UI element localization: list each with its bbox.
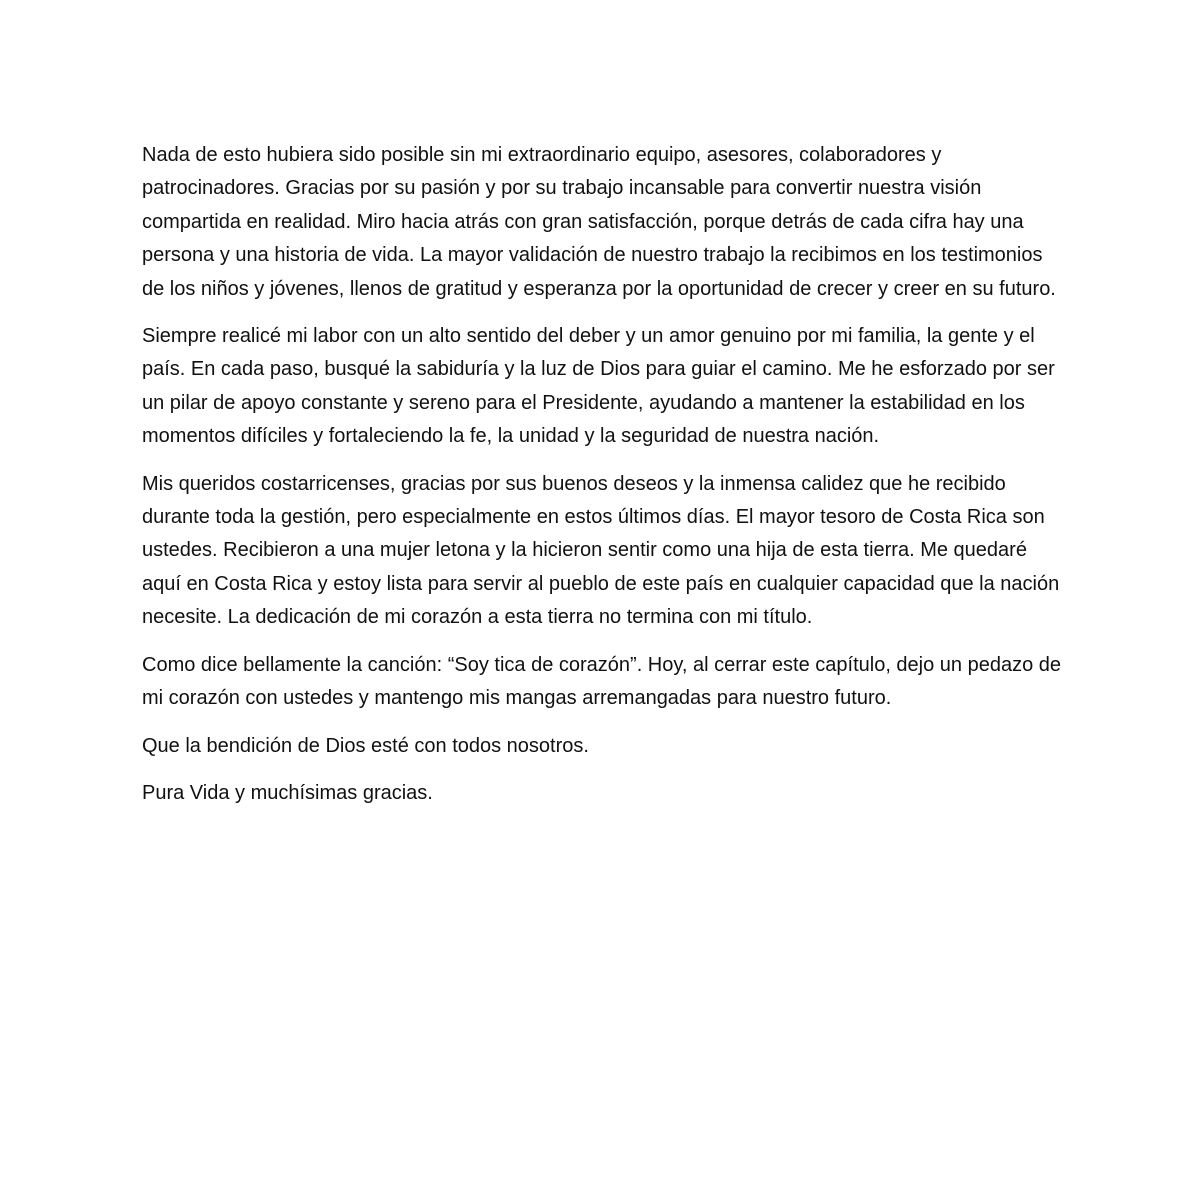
paragraph-song-quote: Como dice bellamente la canción: “Soy tica de corazón”. Hoy, al cerrar este capítulo, dejo un pedazo de mi corazón con ustedes y mantengo mis mangas arremangadas para nuestro futuro.: [142, 653, 1062, 710]
paragraph-dear-costa-ricans: Mis queridos costarricenses, gracias por sus buenos deseos y la inmensa calidez que he recibido durante toda la gestión, pero especialmente en estos últimos días. El mayor tesoro de Costa Rica son ustedes. Recibieron a una mujer letona y la hicieron sentir como una hija de esta tierra. Me quedaré aquí en Costa Rica y estoy lista para servir al pueblo de este país en cualquier capacidad que la nación necesite. La dedicación de mi corazón a esta tierra no termina con mi título.: [142, 472, 1060, 629]
document-body: [142, 139, 1066, 824]
paragraph-blessing: Que la bendición de Dios esté con todos nosotros.: [142, 734, 589, 757]
paragraph-closing: Pura Vida y muchísimas gracias.: [142, 781, 433, 804]
paragraph-gratitude-team: Nada de esto hubiera sido posible sin mi extraordinario equipo, asesores, colaboradores y patrocinadores. Gracias por su pasión y por su trabajo incansable para convertir nuestra visión compartida en realidad. Miro hacia atrás con gran satisfacción, porque detrás de cada cifra hay una persona y una historia de vida. La mayor validación de nuestro trabajo la recibimos en los testimonios de los niños y jóvenes, llenos de gratitud y esperanza por la oportunidad de crecer y creer en su futuro.: [142, 144, 1056, 300]
paragraph-sense-of-duty: Siempre realicé mi labor con un alto sentido del deber y un amor genuino por mi familia, la gente y el país. En cada paso, busqué la sabiduría y la luz de Dios para guiar el camino. Me he esforzado por ser un pilar de apoyo constante y sereno para el Presidente, ayudando a mantener la estabilidad en los momentos difíciles y fortaleciendo la fe, la unidad y la seguridad de nuestra nación.: [142, 325, 1055, 448]
